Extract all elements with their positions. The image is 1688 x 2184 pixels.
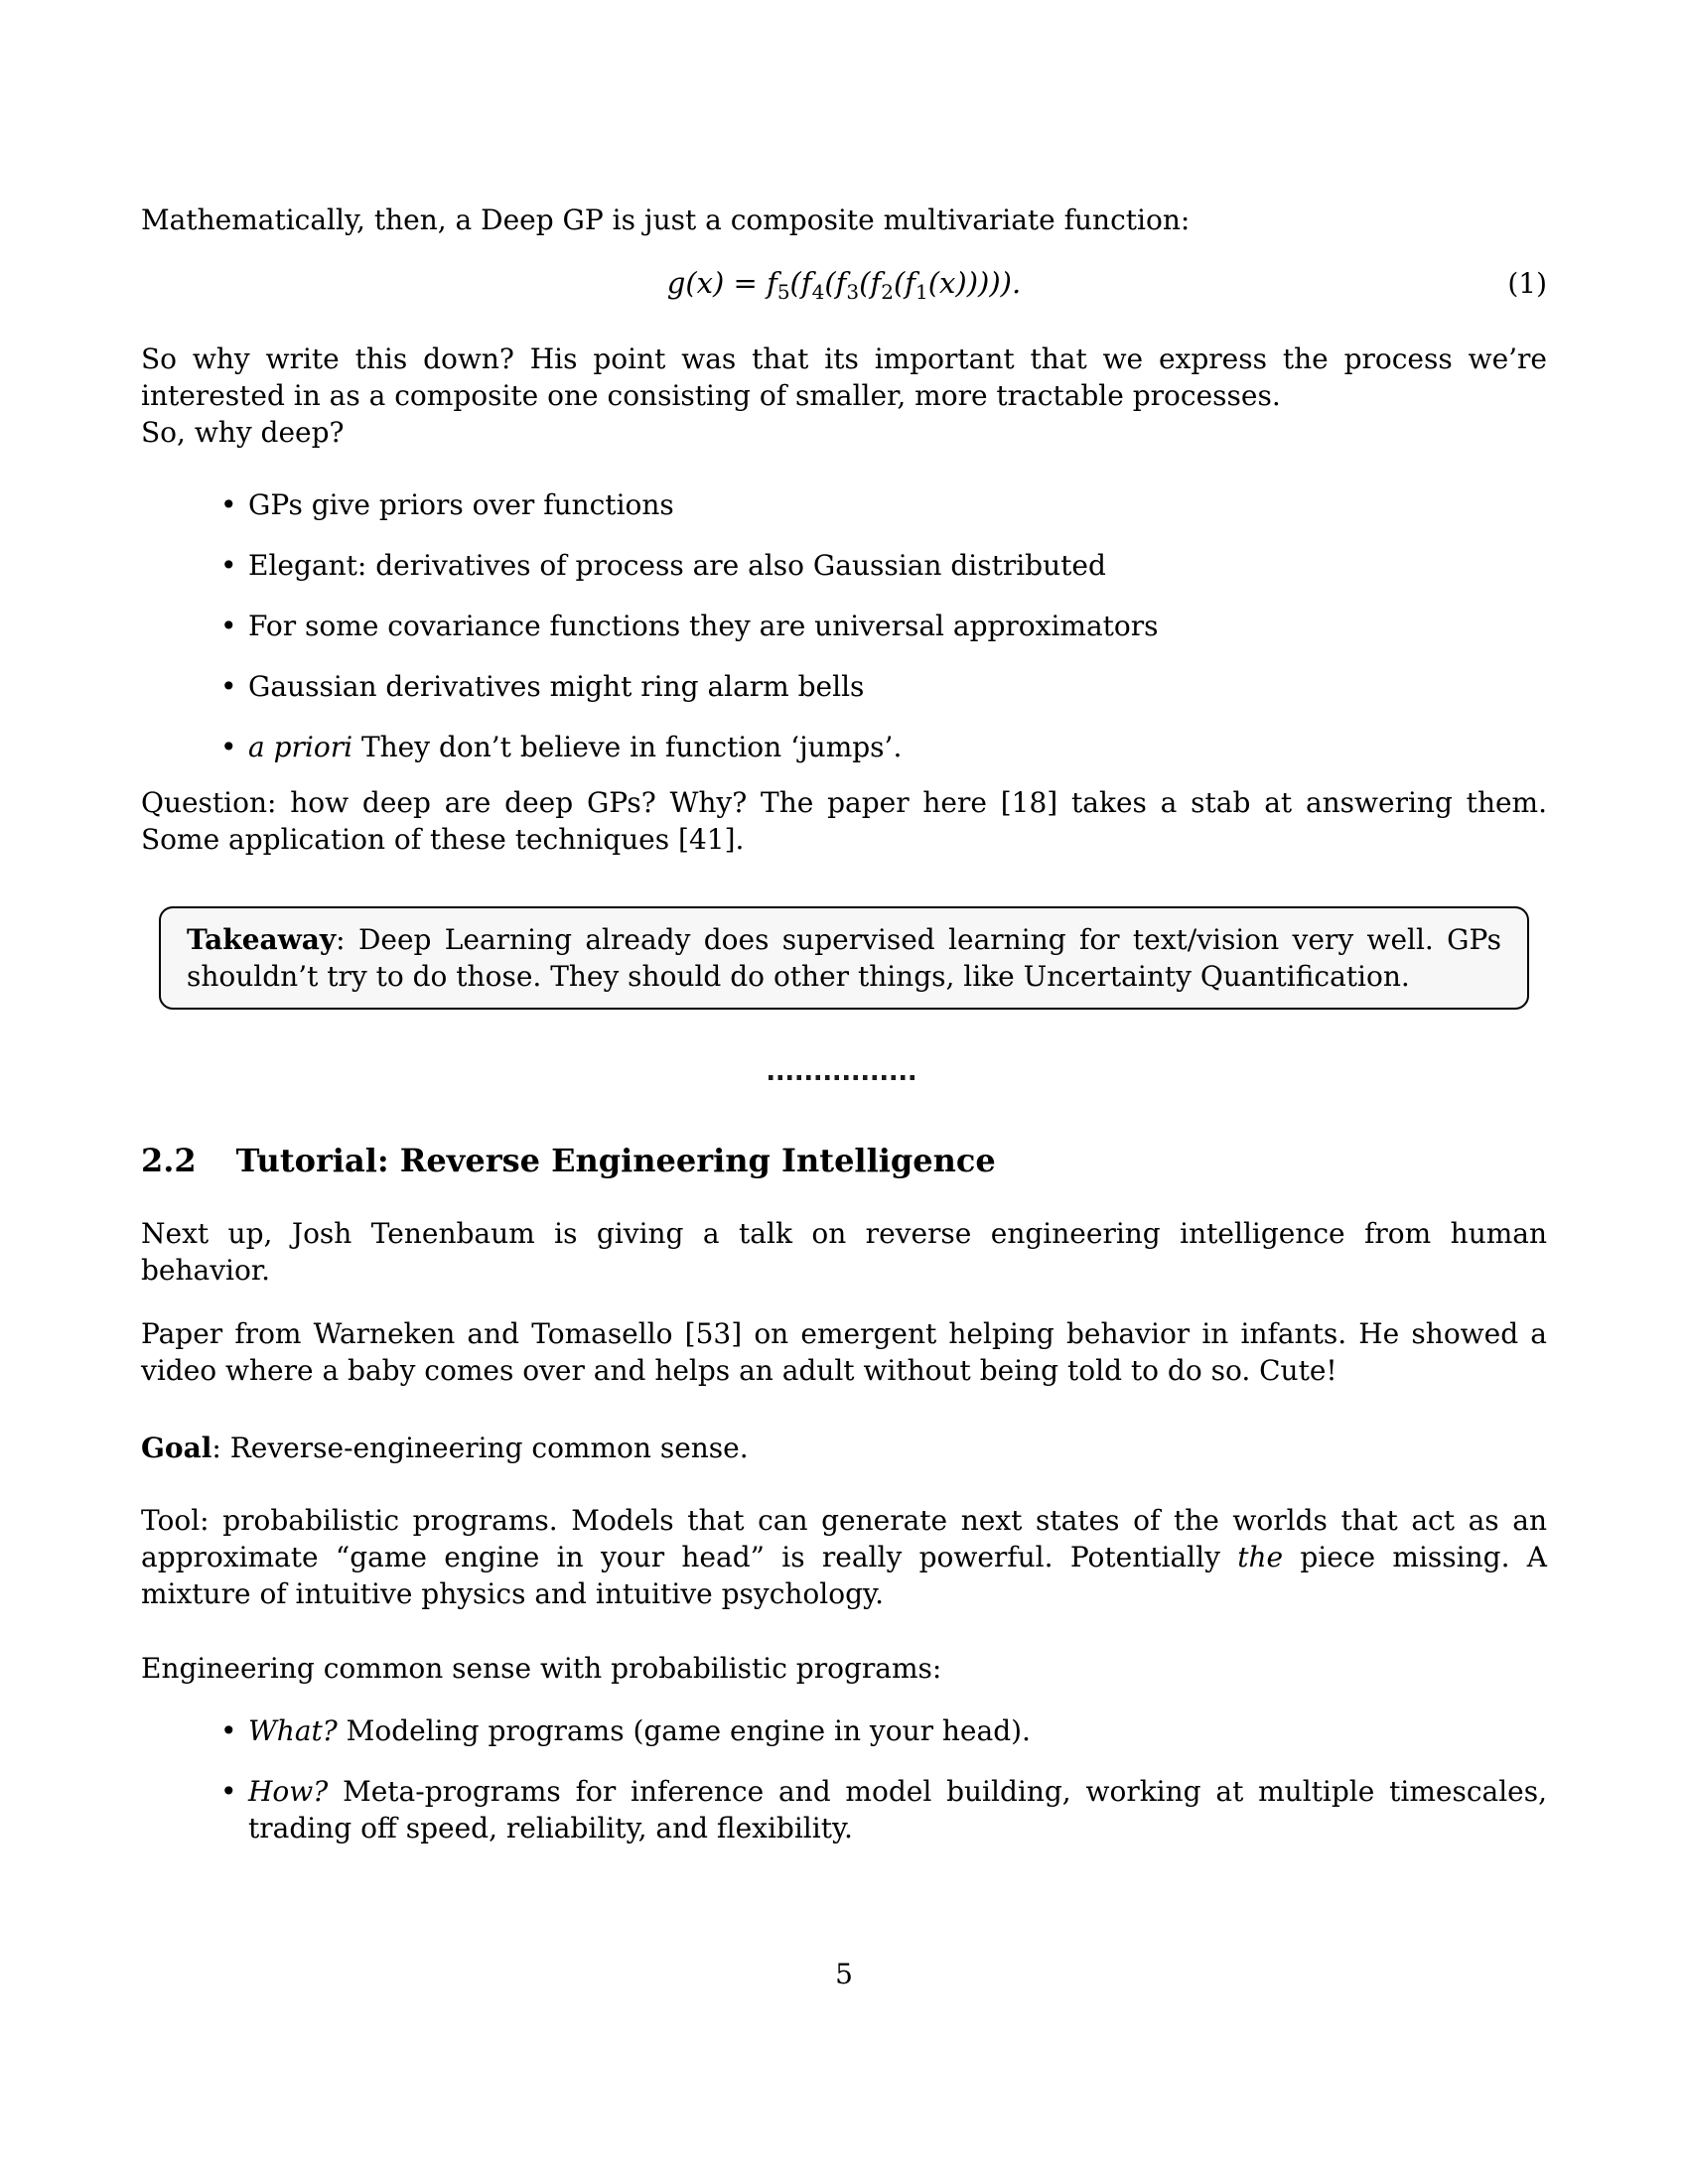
intro-paragraph: Mathematically, then, a Deep GP is just a composite multivariate function: <box>141 204 1191 236</box>
section-heading <box>141 1140 1547 1181</box>
question-paragraph: Question: how deep are deep GPs? Why? The paper here [18] takes a stab at answering them. Some application of these techniques [41]. <box>141 786 1547 856</box>
why-paragraph: So why write this down? His point was that its important that we express the process we’re interested in as a composite one consisting of smaller, more tractable processes. So, why deep? <box>141 342 1547 449</box>
next-up-paragraph: Next up, Josh Tenenbaum is giving a talk on reverse engineering intelligence from human behavior. <box>141 1217 1547 1287</box>
list-item: • GPs give priors over functions <box>248 486 1547 523</box>
programs-list <box>141 1712 1547 1846</box>
list-item: • Elegant: derivatives of process are also Gaussian distributed <box>248 547 1547 584</box>
why-deep-list <box>141 486 1547 765</box>
list-item: • Gaussian derivatives might ring alarm bells <box>248 668 1547 705</box>
section-divider <box>769 1075 919 1080</box>
equation: $g(x) = f_5(f_4(f_3(f_2(f_1(x)))))$. <box>666 266 1022 304</box>
page-number: 5 <box>835 1958 853 1990</box>
equation-block <box>141 265 1547 302</box>
list-item: • What? Modeling programs (game engine in your head). <box>248 1712 1547 1749</box>
goal-label: Goal <box>141 1432 212 1464</box>
tool-paragraph: Tool: probabilistic programs. Models that can generate next states of the worlds that act as an approximate “game engine in your head” is really powerful. Potentially the piece missing. A mixture of intuitive physics and intuitive psychology. <box>141 1504 1548 1610</box>
takeaway-box <box>159 906 1529 1010</box>
list-item: • a priori They don’t believe in function ‘jumps’. <box>248 729 1547 765</box>
equation-number: (1) <box>1507 267 1547 300</box>
list-item: • For some covariance functions they are universal approximators <box>248 608 1547 644</box>
section-number: 2.2 <box>141 1142 197 1179</box>
paper-paragraph: Paper from Warneken and Tomasello [53] on emergent helping behavior in infants. He showed a video where a baby comes over and helps an adult without being told to do so. Cute! <box>141 1317 1547 1387</box>
takeaway-text: Takeaway: Deep Learning already does supervised learning for text/vision very well. GPs shouldn’t try to do those. They should do other things, like Uncertainty Quantification. <box>187 923 1501 993</box>
goal-paragraph: Goal: Reverse-engineering common sense. <box>141 1432 749 1464</box>
list-item: • How? Meta-programs for inference and model building, working at multiple timescales, trading off speed, reliability, and flexibility. <box>248 1773 1547 1846</box>
why-deep-line: So, why deep? <box>141 416 345 449</box>
section-title: Tutorial: Reverse Engineering Intelligence <box>235 1142 996 1179</box>
takeaway-label: Takeaway <box>187 923 337 956</box>
engineering-paragraph: Engineering common sense with probabilistic programs: <box>141 1652 942 1685</box>
